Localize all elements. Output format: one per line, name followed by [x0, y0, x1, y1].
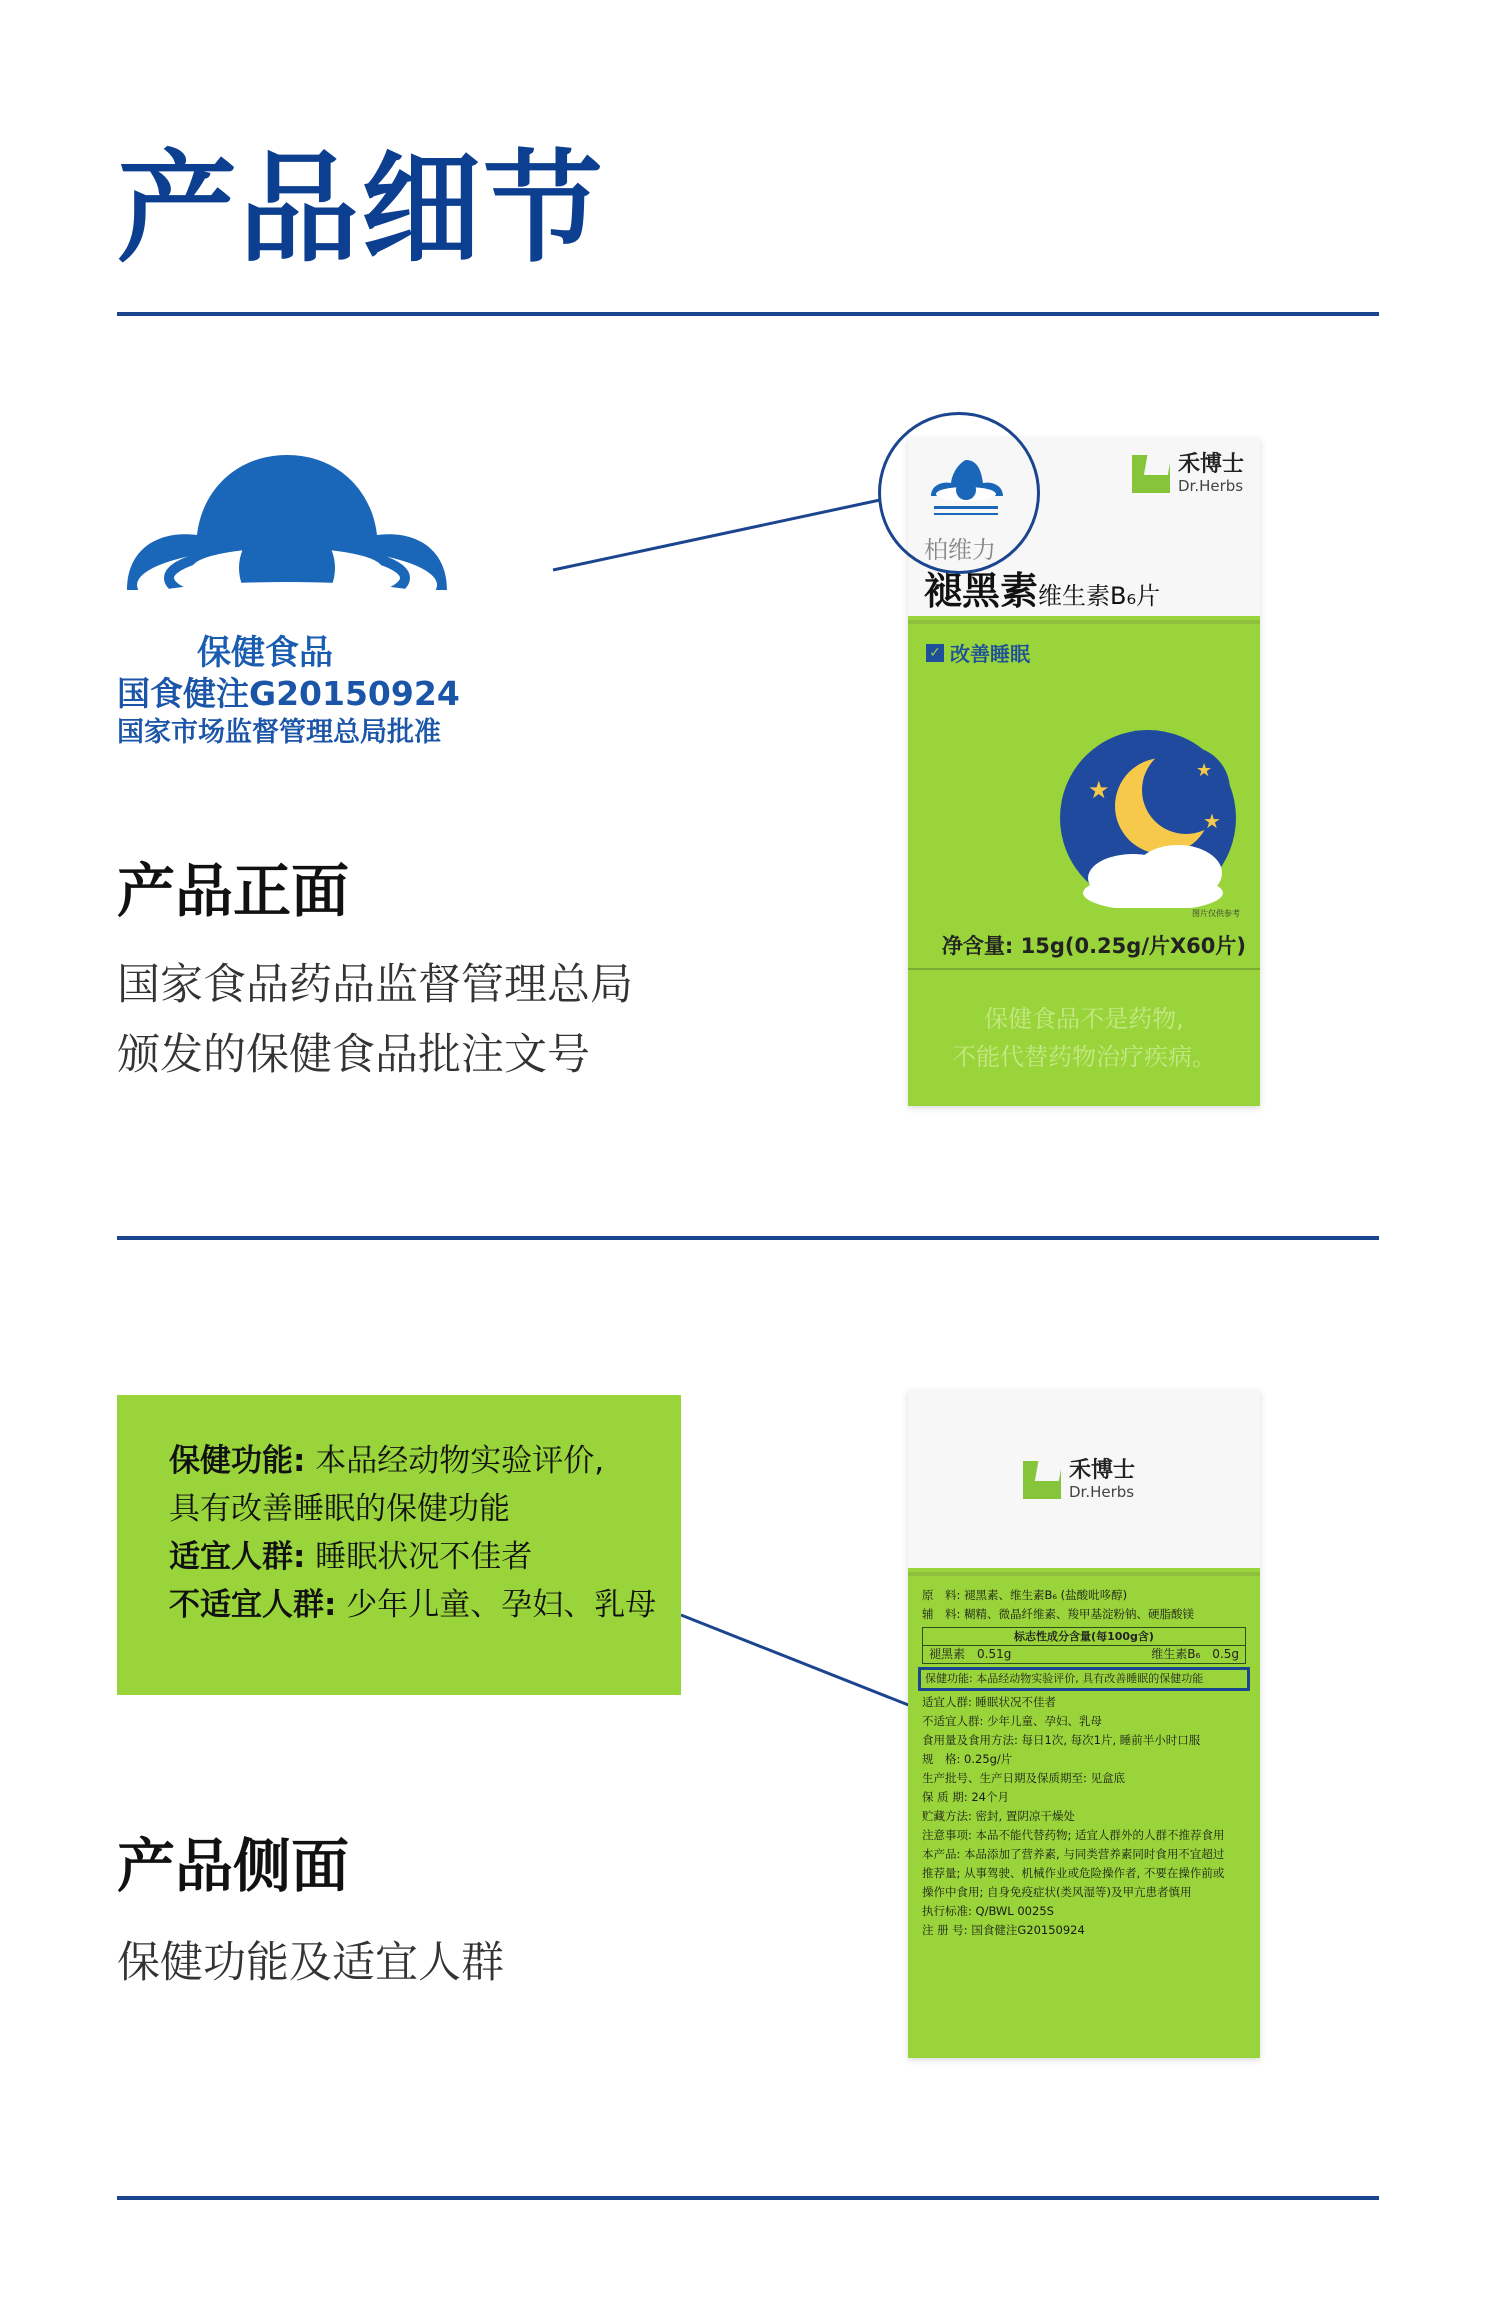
logo-label: 保健食品 [197, 633, 333, 673]
moon-night-icon [1058, 728, 1238, 908]
label-line: 食用量及食用方法: 每日1次, 每次1片, 睡前半小时口服 [922, 1733, 1201, 1747]
divider [117, 1236, 1379, 1240]
ingredient-table [922, 1627, 1246, 1664]
label-line: 本产品: 本品添加了营养素, 与同类营养素同时食用不宜超过 [922, 1847, 1225, 1861]
divider [117, 2196, 1379, 2200]
box-divider [908, 620, 1260, 624]
product-name-suffix: 维生素B₆片 [1038, 582, 1161, 610]
product-name: 褪黑素维生素B₆片 [924, 569, 1161, 613]
brand-name-cn: 禾博士 [1177, 452, 1244, 477]
label-line: 推荐量; 从事驾驶、机械作业或危险操作者, 不要在操作前或 [922, 1866, 1225, 1880]
page-title: 产品细节 [117, 140, 605, 279]
label-text-block [922, 1586, 1246, 1940]
box-divider-bottom [908, 968, 1260, 970]
svg-text:★: ★ [1088, 776, 1110, 804]
benefit-tag [926, 638, 1030, 667]
label-line: 贮藏方法: 密封, 置阴凉干燥处 [922, 1809, 1075, 1823]
health-food-emblem-icon [117, 450, 457, 630]
function-line-2: 具有改善睡眠的保健功能 [169, 1491, 510, 1527]
label-line: 执行标准: Q/BWL 0025S [922, 1904, 1054, 1918]
divider [117, 312, 1379, 316]
illustration-note: 图片仅供参考 [1192, 909, 1240, 918]
logo-authority: 国家市场监督管理总局批准 [117, 717, 441, 748]
brand-logo [1023, 1460, 1135, 1500]
label-line: 生产批号、生产日期及保质期至: 见盒底 [922, 1771, 1126, 1785]
svg-text:★: ★ [1203, 809, 1221, 833]
disclaimer-line-2: 不能代替药物治疗疾病。 [952, 1043, 1216, 1071]
health-food-logo [117, 450, 460, 750]
benefit-text: 改善睡眠 [950, 642, 1030, 666]
brand-mark-icon [1132, 455, 1170, 493]
front-section-title: 产品正面 [117, 857, 350, 925]
ingredients-line: 原 料: 褪黑素、维生素B₆ (盐酸吡哆醇) [922, 1588, 1128, 1602]
front-section-desc-1: 国家食品药品监督管理总局 [117, 960, 633, 1010]
label-line: 不适宜人群: 少年儿童、孕妇、乳母 [922, 1714, 1103, 1728]
svg-text:★: ★ [1196, 760, 1213, 781]
brand-logo [1132, 454, 1244, 494]
check-icon: ✓ [926, 644, 944, 662]
excipients-line: 辅 料: 糊精、微晶纤维素、羧甲基淀粉钠、硬脂酸镁 [922, 1607, 1195, 1621]
function-line: 保健功能: 本品经动物实验评价, [169, 1443, 605, 1479]
table-cell: 褪黑素 0.51g [929, 1647, 1012, 1661]
table-cell: 维生素B₆ 0.5g [1151, 1647, 1239, 1661]
product-box-side [908, 1390, 1260, 2058]
highlight-function-line: 保健功能: 本品经动物实验评价, 具有改善睡眠的保健功能 [918, 1667, 1250, 1691]
unsuitable-line: 不适宜人群: 少年儿童、孕妇、乳母 [169, 1587, 657, 1623]
box-divider [908, 1572, 1260, 1576]
brand-mark-icon [1023, 1461, 1061, 1499]
front-section-desc-2: 颁发的保健食品批注文号 [117, 1030, 590, 1080]
info-panel [117, 1395, 681, 1695]
label-line: 注 册 号: 国食健注G20150924 [922, 1923, 1085, 1937]
label-line: 规 格: 0.25g/片 [922, 1752, 1013, 1766]
disclaimer-line-1: 保健食品不是药物, [984, 1005, 1184, 1033]
brand-name-en: Dr.Herbs [1069, 1483, 1135, 1501]
table-header: 标志性成分含量(每100g含) [923, 1628, 1245, 1646]
label-line: 适宜人群: 睡眠状况不佳者 [922, 1695, 1057, 1709]
label-line: 操作中食用; 自身免疫症状(类风湿等)及甲亢患者慎用 [922, 1885, 1192, 1899]
side-section-desc: 保健功能及适宜人群 [117, 1938, 504, 1988]
sub-brand: 柏维力 [924, 536, 996, 564]
suitable-line: 适宜人群: 睡眠状况不佳者 [169, 1539, 533, 1575]
logo-approval-number: 国食健注G20150924 [117, 674, 460, 713]
label-line: 注意事项: 本品不能代替药物; 适宜人群外的人群不推荐食用 [922, 1828, 1225, 1842]
brand-name-en: Dr.Herbs [1177, 477, 1244, 495]
side-section-title: 产品侧面 [117, 1832, 350, 1900]
net-content: 净含量: 15g(0.25g/片X60片) [941, 934, 1246, 958]
magnifier-circle [878, 412, 1040, 574]
brand-name-cn: 禾博士 [1069, 1458, 1136, 1483]
label-line: 保 质 期: 24个月 [922, 1790, 1009, 1804]
